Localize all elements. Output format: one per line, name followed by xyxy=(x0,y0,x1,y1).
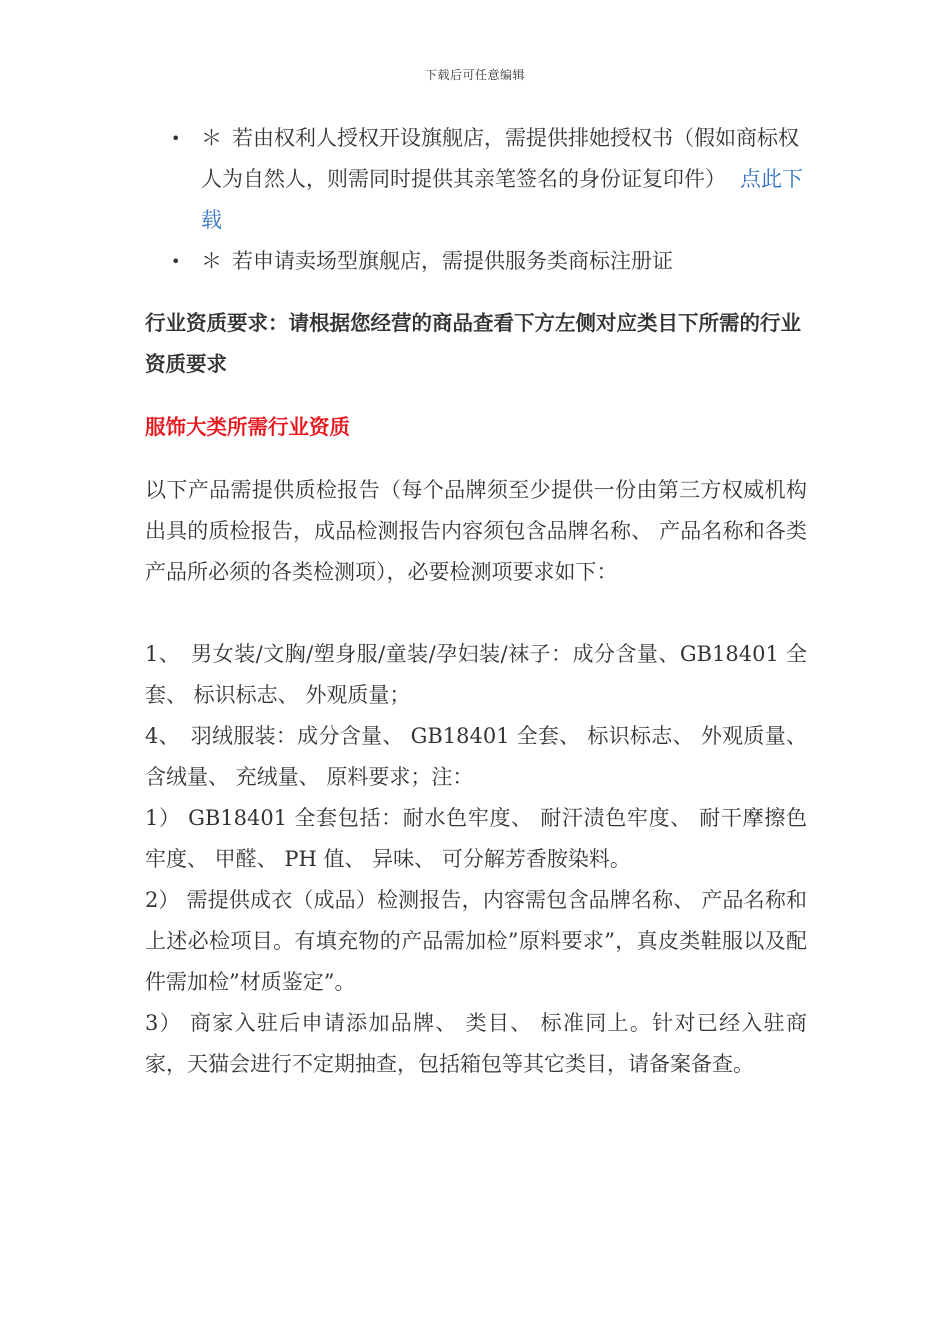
item-paragraph: 4、 羽绒服装：成分含量、 GB18401 全套、 标识标志、 外观质量、 含绒量、 充绒量、 原料要求；注： xyxy=(145,724,807,789)
bullet-icon: • xyxy=(171,252,181,271)
apparel-category-heading: 服饰大类所需行业资质 xyxy=(145,415,350,439)
document-body xyxy=(145,118,807,1085)
list-item xyxy=(145,241,807,282)
industry-requirements-heading: 行业资质要求：请根据您经营的商品查看下方左侧对应类目下所需的行业资质要求 xyxy=(145,311,801,376)
item-paragraph: 2） 需提供成衣（成品）检测报告，内容需包含品牌名称、 产品名称和上述必检项目。有填充物的产品需加检”原料要求”，真皮类鞋服以及配件需加检”材质鉴定”。 xyxy=(145,888,807,994)
requirements-list xyxy=(145,118,807,282)
page-header: 下载后可任意编辑 xyxy=(424,68,525,82)
asterisk-marker: ＊ xyxy=(201,126,222,150)
bullet-icon: • xyxy=(171,129,181,148)
list-item xyxy=(145,118,807,241)
intro-paragraph: 以下产品需提供质检报告（每个品牌须至少提供一份由第三方权威机构出具的质检报告，成品检测报告内容须包含品牌名称、 产品名称和各类产品所必须的各类检测项），必要检测项要求如下： xyxy=(145,478,807,584)
asterisk-marker: ＊ xyxy=(201,249,222,273)
download-link[interactable]: 点此下载 xyxy=(201,167,803,232)
item-paragraph: 3） 商家入驻后申请添加品牌、 类目、 标准同上。针对已经入驻商家，天猫会进行不定期抽查，包括箱包等其它类目，请备案备查。 xyxy=(145,1011,807,1076)
list-item-text: 若由权利人授权开设旗舰店，需提供排她授权书（假如商标权人为自然人，则需同时提供其亲笔签名的身份证复印件） xyxy=(201,126,799,191)
item-paragraph: 1、 男女装/文胸/塑身服/童装/孕妇装/袜子：成分含量、GB18401 全套、 标识标志、 外观质量； xyxy=(145,642,807,707)
list-item-text: 若申请卖场型旗舰店，需提供服务类商标注册证 xyxy=(232,249,673,273)
item-paragraph: 1） GB18401 全套包括：耐水色牢度、 耐汗渍色牢度、 耐干摩擦色牢度、 甲醛、 PH 值、 异味、 可分解芳香胺染料。 xyxy=(145,806,807,871)
